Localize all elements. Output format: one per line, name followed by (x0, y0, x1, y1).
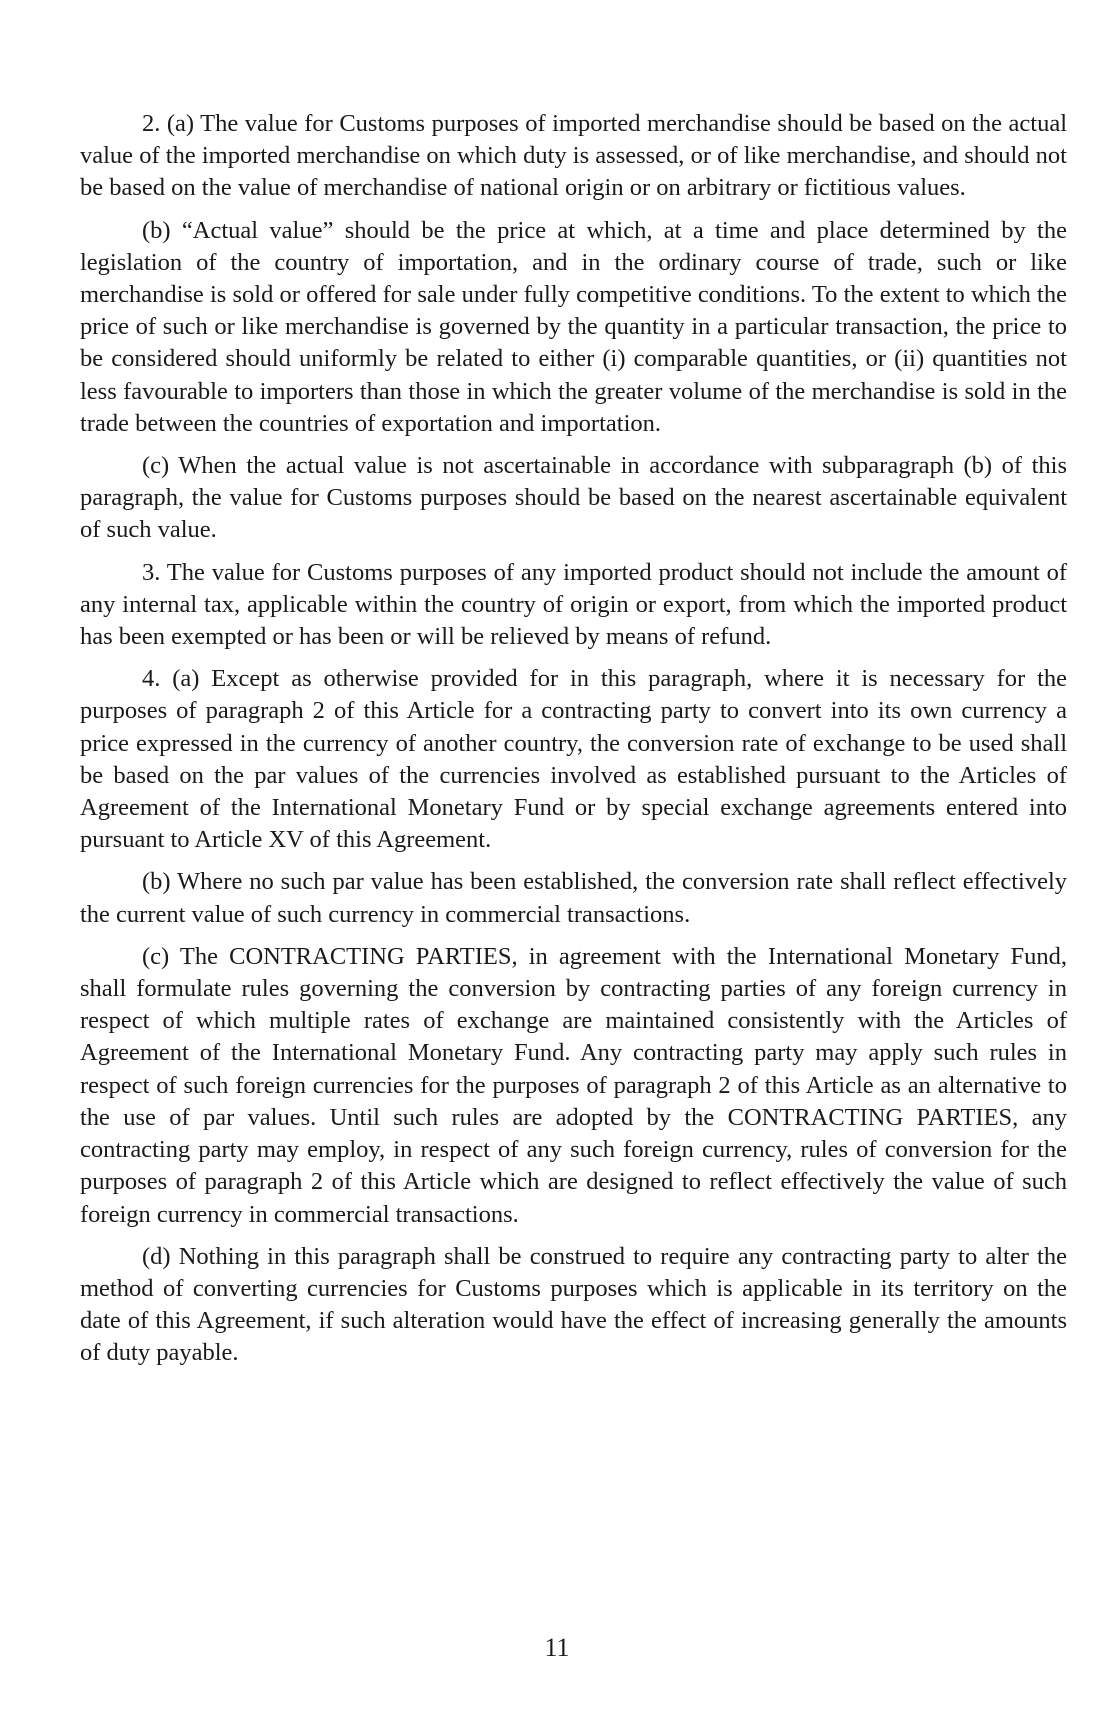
paragraph-4c: (c) The CONTRACTING PARTIES, in agreement with the International Monetary Fund, shall formulate rules governing the conversion by contracting parties of any foreign currency in respect of which multiple rates of exchange are maintained consistently with the Articles of Agreement of the International Monetary Fund. Any contracting party may apply such rules in respect of such foreign currencies for the purposes of paragraph 2 of this Article as an alternative to the use of par values. Until such rules are adopted by the CONTRACTING PARTIES, any contracting party may employ, in respect of any such foreign currency, rules of conversion for the purposes of paragraph 2 of this Article which are designed to reflect effectively the value of such foreign currency in commercial transactions. (80, 942, 1067, 1228)
page-number: 11 (544, 1633, 570, 1662)
body-text (80, 108, 1067, 1380)
paragraph-4a: 4. (a) Except as otherwise provided for in this paragraph, where it is necessary for the purposes of paragraph 2 of this Article for a contracting party to convert into its own currency a price expressed in the currency of another country, the conversion rate of exchange to be used shall be based on the par values of the currencies involved as established pursuant to the Articles of Agreement of the International Monetary Fund or by special exchange agreements entered into pursuant to Article XV of this Agreement. (80, 665, 1067, 854)
paragraph-2b: (b) “Actual value” should be the price at which, at a time and place determined by the legislation of the country of importation, and in the ordinary course of trade, such or like merchandise is sold or offered for sale under fully competitive conditions. To the extent to which the price of such or like merchandise is governed by the quantity in a particular transaction, the price to be considered should uniformly be related to either (i) comparable quantities, or (ii) quantities not less favourable to importers than those in which the greater volume of the merchandise is sold in the trade between the countries of exportation and importation. (80, 216, 1067, 437)
paragraph-3: 3. The value for Customs purposes of any imported product should not include the amount of any internal tax, applicable within the country of origin or export, from which the imported product has been exempted or has been or will be relieved by means of refund. (80, 558, 1067, 651)
paragraph-2c: (c) When the actual value is not ascertainable in accordance with subparagraph (b) of this paragraph, the value for Customs purposes should be based on the nearest ascertainable equivalent of such value. (80, 452, 1067, 544)
paragraph-4b: (b) Where no such par value has been established, the conversion rate shall reflect effectively the current value of such currency in commercial transactions. (80, 868, 1067, 928)
paragraph-2a: 2. (a) The value for Customs purposes of imported merchandise should be based on the actual value of the imported merchandise on which duty is assessed, or of like merchandise, and should not be based on the value of merchandise of national origin or on arbitrary or fictitious values. (80, 110, 1067, 202)
paragraph-4d: (d) Nothing in this paragraph shall be construed to require any contracting party to alter the method of converting currencies for Customs purposes which is applicable in its territory on the date of this Agreement, if such alteration would have the effect of increasing generally the amounts of duty payable. (80, 1242, 1067, 1367)
